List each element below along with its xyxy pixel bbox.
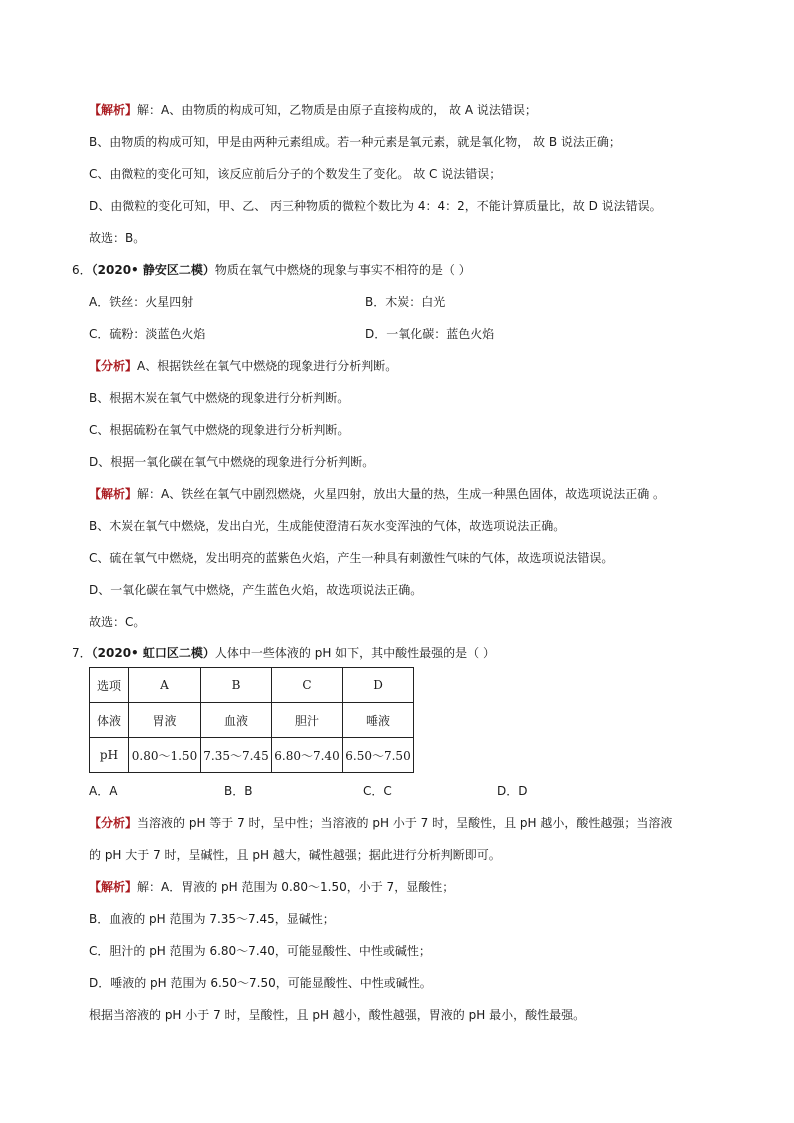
table-cell: D — [343, 668, 414, 703]
table-cell: 7.35～7.45 — [201, 738, 272, 773]
analysis-line-3: C、根据硫粉在氧气中燃烧的现象进行分析判断。 — [89, 423, 350, 437]
ph-table — [89, 667, 414, 773]
option-a: A．A — [89, 784, 118, 798]
solution-line-4: D．唾液的 pH 范围为 6.50～7.50，可能显酸性、中性或碱性。 — [89, 976, 432, 990]
solution-line-1 — [89, 102, 537, 118]
solution-line-1 — [89, 879, 454, 895]
table-row — [90, 668, 414, 703]
table-cell: 0.80～1.50 — [129, 738, 201, 773]
analysis-line-2: B、根据木炭在氧气中燃烧的现象进行分析判断。 — [89, 391, 350, 405]
table-cell: 血液 — [201, 703, 272, 738]
option-c: C．C — [363, 784, 392, 798]
solution-conclusion: 根据当溶液的 pH 小于 7 时，呈酸性，且 pH 越小，酸性越强，胃液的 pH 最小，酸性最强。 — [89, 1008, 586, 1022]
option-c: C．硫粉：淡蓝色火焰 — [89, 327, 206, 341]
question-7-stem — [72, 645, 495, 661]
analysis-tag: 【分析】 — [89, 816, 138, 830]
solution-answer: 故选：C。 — [89, 615, 146, 629]
question-source: （2020• 虹口区二模） — [91, 646, 215, 660]
solution-line-4: D、一氧化碳在氧气中燃烧，产生蓝色火焰，故选项说法正确。 — [89, 583, 423, 597]
table-cell: 选项 — [90, 668, 129, 703]
option-d: D．一氧化碳：蓝色火焰 — [365, 327, 495, 341]
table-row — [90, 703, 414, 738]
table-cell: A — [129, 668, 201, 703]
question-source: （2020• 静安区二模） — [91, 263, 215, 277]
option-a: A．铁丝：火星四射 — [89, 295, 194, 309]
solution-tag: 【解析】 — [89, 103, 138, 117]
table-row — [90, 738, 414, 773]
solution-line-3: C、硫在氧气中燃烧，发出明亮的蓝紫色火焰，产生一种具有刺激性气味的气体，故选项说法错误。 — [89, 551, 614, 565]
solution-text: 解：A．胃液的 pH 范围为 0.80～1.50，小于 7，显酸性； — [137, 880, 455, 894]
analysis-text: A、根据铁丝在氧气中燃烧的现象进行分析判断。 — [137, 359, 398, 373]
analysis-line-2: 的 pH 大于 7 时，呈碱性，且 pH 越大，碱性越强；据此进行分析判断即可。 — [89, 848, 501, 862]
analysis-line-1 — [89, 815, 672, 831]
table-cell: pH — [90, 738, 129, 773]
solution-text: 解：A、由物质的构成可知，乙物质是由原子直接构成的， 故 A 说法错误； — [137, 103, 537, 117]
option-d: D．D — [497, 784, 528, 798]
question-number: 7． — [72, 646, 92, 660]
table-cell: C — [272, 668, 343, 703]
analysis-text: 当溶液的 pH 等于 7 时，呈中性；当溶液的 pH 小于 7 时，呈酸性，且 pH 越小，酸性越强；当溶液 — [137, 816, 673, 830]
table-cell: 体液 — [90, 703, 129, 738]
question-6-stem — [72, 262, 471, 278]
solution-tag: 【解析】 — [89, 880, 138, 894]
solution-line-2: B、由物质的构成可知，甲是由两种元素组成。若一种元素是氧元素，就是氧化物， 故 B 说法正确； — [89, 135, 621, 149]
question-number: 6． — [72, 263, 92, 277]
question-text: 人体中一些体液的 pH 如下，其中酸性最强的是（ ） — [214, 646, 495, 660]
solution-line-4: D、由微粒的变化可知，甲、乙、 丙三种物质的微粒个数比为 4：4：2，不能计算质量比，故 D 说法错误。 — [89, 199, 662, 213]
table-cell: 胆汁 — [272, 703, 343, 738]
table-cell: 6.80～7.40 — [272, 738, 343, 773]
option-b: B．B — [224, 784, 253, 798]
table-cell: 6.50～7.50 — [343, 738, 414, 773]
solution-text: 解：A、铁丝在氧气中剧烈燃烧，火星四射，放出大量的热，生成一种黑色固体，故选项说法正确 。 — [137, 487, 666, 501]
analysis-line-4: D、根据一氧化碳在氧气中燃烧的现象进行分析判断。 — [89, 455, 375, 469]
table-cell: B — [201, 668, 272, 703]
solution-line-1 — [89, 486, 665, 502]
analysis-tag: 【分析】 — [89, 359, 138, 373]
solution-line-3: C、由微粒的变化可知，该反应前后分子的个数发生了变化。 故 C 说法错误； — [89, 167, 502, 181]
solution-line-3: C．胆汁的 pH 范围为 6.80～7.40，可能显酸性、中性或碱性； — [89, 944, 431, 958]
solution-line-2: B．血液的 pH 范围为 7.35～7.45，显碱性； — [89, 912, 335, 926]
solution-line-2: B、木炭在氧气中燃烧，发出白光，生成能使澄清石灰水变浑浊的气体，故选项说法正确。 — [89, 519, 566, 533]
question-text: 物质在氧气中燃烧的现象与事实不相符的是（ ） — [214, 263, 471, 277]
solution-answer: 故选：B。 — [89, 231, 146, 245]
table-cell: 胃液 — [129, 703, 201, 738]
solution-tag: 【解析】 — [89, 487, 138, 501]
option-b: B．木炭：白光 — [365, 295, 446, 309]
analysis-line-1 — [89, 358, 397, 374]
table-cell: 唾液 — [343, 703, 414, 738]
